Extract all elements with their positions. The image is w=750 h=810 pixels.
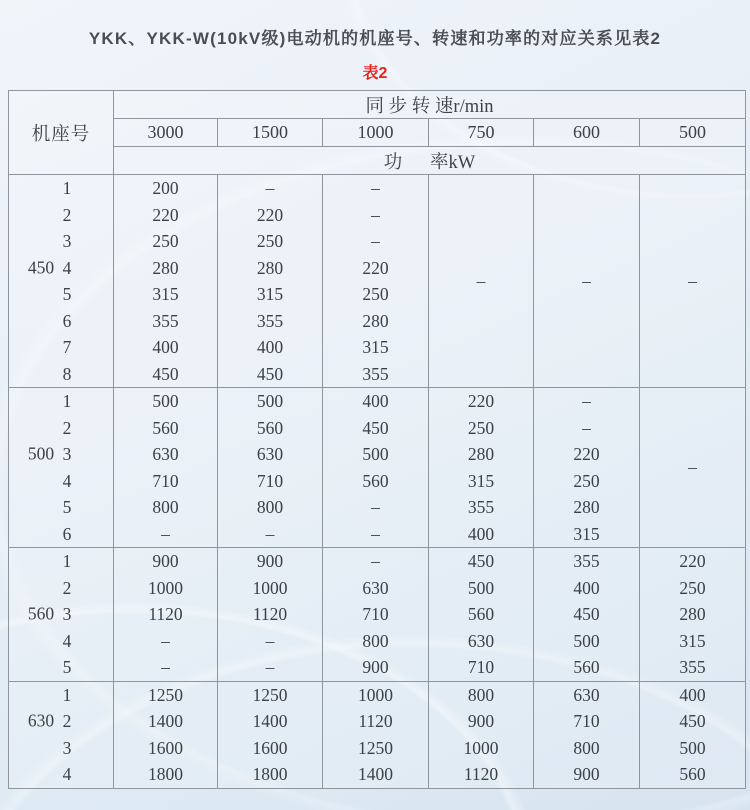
- power-value: 710: [256, 470, 284, 491]
- power-value: 220: [679, 551, 706, 571]
- row-number: 5: [62, 497, 72, 517]
- row-number: 2: [62, 711, 72, 731]
- power-value: 1000: [463, 737, 499, 758]
- speed-column-header: 750: [429, 119, 534, 147]
- speed-column-header: 3000: [114, 119, 218, 147]
- power-value: 1400: [148, 711, 183, 731]
- power-value: –: [371, 551, 380, 571]
- speed-column-header: 1000: [323, 119, 429, 147]
- power-value: 710: [362, 604, 389, 624]
- power-value: 1250: [358, 737, 393, 758]
- power-value: 450: [467, 551, 495, 571]
- power-value: 800: [152, 497, 179, 517]
- power-value: 200: [152, 178, 179, 198]
- speed-column-header: 600: [534, 119, 640, 147]
- power-cell-merged: –: [640, 388, 746, 548]
- power-cell: [323, 175, 429, 388]
- power-value: 710: [152, 470, 179, 491]
- row-number: 3: [62, 444, 72, 464]
- power-cell: [114, 175, 218, 388]
- power-value: 450: [362, 417, 389, 438]
- power-value: –: [265, 523, 275, 544]
- power-value: 315: [256, 284, 284, 304]
- row-number: 4: [62, 257, 72, 278]
- power-value: –: [161, 523, 170, 544]
- power-value: 1000: [148, 577, 183, 598]
- row-number: 6: [62, 310, 72, 331]
- power-cell: [323, 681, 429, 788]
- power-value: 800: [362, 630, 389, 651]
- row-number: 1: [62, 551, 72, 571]
- power-value: 400: [152, 337, 179, 357]
- power-value: 250: [256, 231, 284, 251]
- power-value: 500: [256, 391, 284, 411]
- power-value: –: [371, 231, 380, 251]
- power-value: –: [265, 630, 275, 651]
- power-value: 800: [573, 737, 600, 758]
- power-value: 630: [467, 630, 495, 651]
- power-value: 560: [467, 604, 495, 624]
- frame-group-450: [9, 175, 746, 388]
- power-cell: [429, 548, 534, 682]
- power-value: 315: [152, 284, 179, 304]
- power-value: –: [582, 417, 591, 438]
- page-title: YKK、YKK-W(10kV级)电动机的机座号、转速和功率的对应关系见表2: [88, 29, 662, 48]
- power-value: 1000: [358, 684, 393, 705]
- row-number: 1: [62, 178, 72, 198]
- power-value: 315: [467, 470, 495, 491]
- row-number: 1: [62, 391, 72, 411]
- power-value: 280: [362, 310, 389, 331]
- power-cell: [323, 388, 429, 548]
- power-cell: [534, 388, 640, 548]
- power-cell: [114, 388, 218, 548]
- row-number: 2: [62, 577, 72, 598]
- power-value: 250: [573, 470, 600, 491]
- power-value: 355: [573, 551, 600, 571]
- power-value: 500: [362, 444, 389, 464]
- power-value: 280: [152, 257, 179, 278]
- frame-cell: [9, 175, 114, 388]
- frame-number-label: 450: [27, 257, 55, 278]
- table-body: [9, 175, 746, 789]
- frame-number-label: 500: [27, 443, 55, 464]
- power-value: 560: [362, 470, 389, 491]
- frame-cell: [9, 681, 114, 788]
- power-value: 400: [256, 337, 284, 357]
- power-value: 250: [362, 284, 389, 304]
- power-value: 355: [152, 310, 179, 331]
- power-cell: [429, 681, 534, 788]
- power-value: 250: [152, 231, 179, 251]
- row-number: 4: [62, 630, 72, 651]
- frame-number-label: 560: [27, 603, 55, 624]
- power-value: 450: [679, 711, 706, 731]
- row-number: 5: [62, 657, 72, 677]
- power-value: 500: [152, 391, 179, 411]
- power-value: –: [265, 657, 275, 677]
- power-value: 220: [152, 204, 179, 225]
- frame-group-560: [9, 548, 746, 682]
- power-value: 630: [362, 577, 389, 598]
- table-caption: 表2: [362, 65, 388, 82]
- frame-group-500: [9, 388, 746, 548]
- power-value: 900: [467, 711, 495, 731]
- power-kw-header: 功 率kW: [114, 147, 746, 175]
- power-value: 315: [679, 630, 706, 651]
- power-value: 1120: [463, 764, 499, 784]
- row-number: 4: [62, 470, 72, 491]
- power-value: 560: [573, 657, 600, 677]
- frame-cell: [9, 388, 114, 548]
- power-value: 220: [467, 391, 495, 411]
- power-value: 355: [679, 657, 706, 677]
- power-value: 900: [362, 657, 389, 677]
- power-value: 280: [573, 497, 600, 517]
- row-number: 8: [62, 363, 72, 384]
- sync-speed-header: 同 步 转 速r/min: [114, 91, 746, 119]
- row-number: 2: [62, 204, 72, 225]
- power-value: 450: [573, 604, 600, 624]
- power-value: 630: [152, 444, 179, 464]
- power-value: 1000: [252, 577, 288, 598]
- power-value: –: [161, 657, 170, 677]
- frame-number-label: 630: [27, 710, 55, 731]
- power-cell: [534, 681, 640, 788]
- power-value: 1250: [252, 684, 288, 705]
- power-value: 500: [467, 577, 495, 598]
- power-value: 1800: [148, 764, 183, 784]
- power-cell: [218, 175, 323, 388]
- power-value: 710: [573, 711, 600, 731]
- power-value: 1400: [358, 764, 393, 784]
- power-value: 315: [573, 523, 600, 544]
- power-cell: [640, 681, 746, 788]
- frame-group-630: [9, 681, 746, 788]
- power-value: 250: [679, 577, 706, 598]
- power-value: –: [582, 391, 591, 411]
- power-value: 355: [362, 363, 389, 384]
- power-value: 400: [679, 684, 706, 705]
- power-value: –: [371, 178, 380, 198]
- power-value: 220: [256, 204, 284, 225]
- row-number: 5: [62, 284, 72, 304]
- power-value: 900: [256, 551, 284, 571]
- header-row-speed-values: [9, 119, 746, 147]
- power-value: 450: [152, 363, 179, 384]
- power-cell-merged: –: [534, 175, 640, 388]
- row-number: 2: [62, 417, 72, 438]
- speed-column-header: 1500: [218, 119, 323, 147]
- power-value: 400: [573, 577, 600, 598]
- table-header: [9, 91, 746, 175]
- power-value: 250: [467, 417, 495, 438]
- power-value: 1120: [148, 604, 183, 624]
- power-value: –: [371, 497, 380, 517]
- power-value: 800: [467, 684, 495, 705]
- row-number: 3: [62, 231, 72, 251]
- power-cell: [218, 681, 323, 788]
- power-value: 280: [256, 257, 284, 278]
- power-value: 220: [362, 257, 389, 278]
- power-value: 1250: [148, 684, 183, 705]
- power-value: 1120: [358, 711, 393, 731]
- motor-spec-table: [8, 90, 746, 789]
- power-value: 1600: [252, 737, 288, 758]
- power-value: 560: [256, 417, 284, 438]
- power-value: –: [265, 178, 275, 198]
- power-cell: [429, 388, 534, 548]
- power-value: 900: [573, 764, 600, 784]
- power-value: 280: [467, 444, 495, 464]
- power-value: –: [161, 630, 170, 651]
- power-value: 400: [362, 391, 389, 411]
- header-row-power-title: [9, 147, 746, 175]
- power-value: 800: [256, 497, 284, 517]
- power-cell-merged: –: [640, 175, 746, 388]
- power-value: 1400: [252, 711, 288, 731]
- power-value: –: [371, 204, 380, 225]
- header-row-speed-title: [9, 91, 746, 119]
- frame-cell: [9, 548, 114, 682]
- power-value: 450: [256, 363, 284, 384]
- power-cell: [323, 548, 429, 682]
- speed-column-header: 500: [640, 119, 746, 147]
- power-value: 630: [256, 444, 284, 464]
- power-cell: [114, 681, 218, 788]
- power-value: 560: [679, 764, 706, 784]
- power-cell: [218, 548, 323, 682]
- power-cell: [114, 548, 218, 682]
- power-value: 355: [467, 497, 495, 517]
- power-cell: [640, 548, 746, 682]
- row-number: 3: [62, 737, 72, 758]
- power-value: 900: [152, 551, 179, 571]
- power-value: 560: [152, 417, 179, 438]
- row-number: 6: [62, 523, 72, 544]
- power-value: 630: [573, 684, 600, 705]
- power-value: 1600: [148, 737, 183, 758]
- power-cell: [218, 388, 323, 548]
- power-value: 315: [362, 337, 389, 357]
- power-value: 355: [256, 310, 284, 331]
- power-value: 500: [573, 630, 600, 651]
- power-value: 500: [679, 737, 706, 758]
- power-value: 400: [467, 523, 495, 544]
- power-cell-merged: –: [429, 175, 534, 388]
- frame-size-header: 机座号: [9, 91, 114, 175]
- row-number: 3: [62, 604, 72, 624]
- power-cell: [534, 548, 640, 682]
- row-number: 4: [62, 764, 72, 784]
- power-value: –: [371, 523, 380, 544]
- power-value: 1800: [252, 764, 288, 784]
- power-value: 710: [467, 657, 495, 677]
- row-number: 7: [62, 337, 72, 357]
- power-value: 220: [573, 444, 600, 464]
- power-value: 280: [679, 604, 706, 624]
- row-number: 1: [62, 684, 72, 705]
- power-value: 1120: [252, 604, 288, 624]
